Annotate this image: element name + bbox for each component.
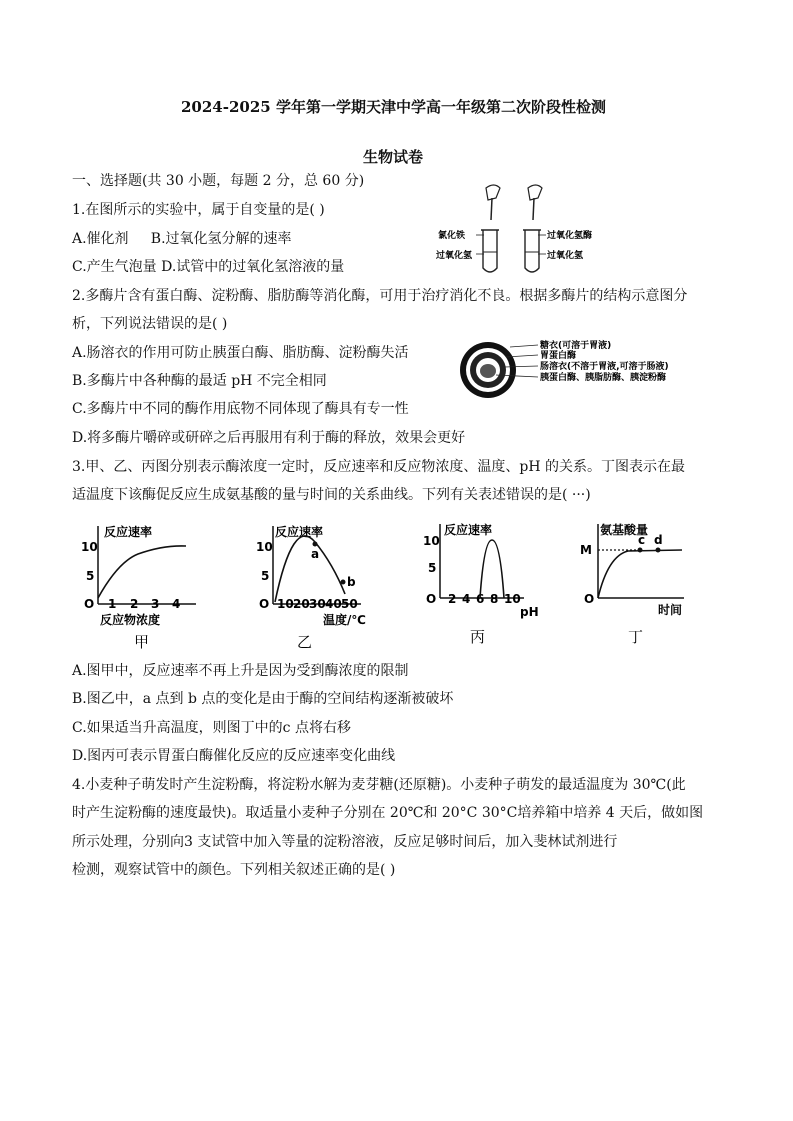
- yi-ytick-10: 10: [256, 540, 273, 554]
- bing-ytick-5: 5: [428, 561, 437, 575]
- q2-tablet-structure-figure: [458, 335, 678, 405]
- q2-option-c: C.多酶片中不同的酶作用底物不同体现了酶具有专一性: [72, 401, 409, 417]
- jia-caption: 甲: [134, 633, 150, 651]
- q1-label-h2o2-left: 过氧化氢: [436, 251, 473, 261]
- q3-graph-jia: [78, 522, 218, 652]
- yi-ytick-5: 5: [261, 569, 270, 583]
- bing-ytick-10: 10: [423, 534, 440, 548]
- yi-xtick-10: 10: [277, 597, 294, 611]
- q1-options-cd: C.产生气泡量 D.试管中的过氧化氢溶液的量: [72, 259, 345, 275]
- bing-curve: [480, 540, 504, 598]
- ding-m-label: M: [580, 543, 592, 557]
- bing-caption: 丙: [470, 628, 486, 646]
- yi-xtick-50: 50: [341, 597, 358, 611]
- q2-label-enteric-coat: 肠溶衣(不溶于胃液,可溶于肠液): [540, 362, 669, 372]
- yi-caption: 乙: [297, 633, 313, 651]
- yi-origin: O: [259, 597, 270, 611]
- section-heading: 一、选择题(共 30 小题，每题 2 分，总 60 分): [72, 173, 365, 189]
- q3-option-b: B.图乙中，a 点到 b 点的变化是由于酶的空间结构逐渐被破坏: [72, 691, 454, 707]
- q3-stem-line2: 适温度下该酶促反应生成氨基酸的量与时间的关系曲线。下列有关表述错误的是( ···): [72, 487, 591, 503]
- q2-label-sugar-coat: 糖衣(可溶于胃液): [540, 341, 612, 351]
- jia-origin: O: [84, 597, 95, 611]
- yi-label-b: b: [347, 575, 356, 589]
- ding-ylabel: 氨基酸量: [600, 523, 649, 537]
- subject-title: 生物试卷: [363, 148, 424, 166]
- ding-caption: 丁: [628, 628, 644, 646]
- jia-xtick-4: 4: [172, 597, 181, 611]
- yi-label-a: a: [311, 547, 320, 561]
- yi-xtick-30: 30: [309, 597, 326, 611]
- exam-title: 2024-2025 学年第一学期天津中学高一年级第二次阶段性检测: [181, 98, 606, 116]
- bing-origin: O: [426, 592, 437, 606]
- yi-point-b: [341, 580, 346, 585]
- q2-stem-line1: 2.多酶片含有蛋白酶、淀粉酶、脂肪酶等消化酶，可用于治疗消化不良。根据多酶片的结构示意图分: [72, 288, 688, 304]
- q1-stem: 1.在图所示的实验中，属于自变量的是( ): [72, 202, 325, 218]
- ding-label-d: d: [654, 533, 663, 547]
- q3-option-c: C.如果适当升高温度，则图丁中的c 点将右移: [72, 720, 351, 736]
- q2-option-d: D.将多酶片嚼碎或研碎之后再服用有利于酶的释放，效果会更好: [72, 430, 466, 446]
- q4-line4: 检测，观察试管中的颜色。下列相关叙述正确的是( ): [72, 862, 396, 878]
- q3-graph-ding: [578, 520, 708, 650]
- bing-xtick-2: 2: [448, 592, 457, 606]
- ding-origin: O: [584, 592, 595, 606]
- q3-option-d: D.图丙可表示胃蛋白酶催化反应的反应速率变化曲线: [72, 748, 396, 764]
- q2-option-a: A.肠溶衣的作用可防止胰蛋白酶、脂肪酶、淀粉酶失活: [72, 345, 409, 361]
- jia-curve: [98, 546, 186, 598]
- q4-line3: 所示处理，分别向3 支试管中加入等量的淀粉溶液，反应足够时间后，加入斐林试剂进行: [72, 834, 618, 850]
- ding-label-c: c: [638, 533, 646, 547]
- bing-xlabel: pH: [520, 605, 539, 619]
- q3-graph-yi: [253, 522, 383, 652]
- q1-label-h2o2-right: 过氧化氢: [547, 251, 584, 261]
- jia-ylabel: 反应速率: [104, 525, 153, 539]
- yi-curve: [275, 536, 345, 602]
- jia-ytick-10: 10: [81, 540, 98, 554]
- yi-xtick-20: 20: [293, 597, 310, 611]
- ding-xlabel: 时间: [658, 603, 683, 617]
- q2-label-pepsin: 胃蛋白酶: [540, 351, 577, 361]
- q3-graph-bing: [420, 520, 550, 650]
- q1-options-ab: A.催化剂 B.过氧化氢分解的速率: [72, 231, 292, 247]
- q4-line1: 4.小麦种子萌发时产生淀粉酶，将淀粉水解为麦芽糖(还原糖)。小麦种子萌发的最适温度为 30℃(此: [72, 777, 686, 793]
- q2-option-b: B.多酶片中各种酶的最适 pH 不完全相同: [72, 373, 327, 389]
- q2-stem-line2: 析，下列说法错误的是( ): [72, 316, 228, 332]
- yi-xtick-40: 40: [325, 597, 342, 611]
- yi-point-a: [313, 542, 318, 547]
- q1-test-tube-figure: [436, 180, 596, 280]
- jia-xtick-1: 1: [108, 597, 117, 611]
- q1-label-catalase: 过氧化氢酶: [547, 231, 593, 241]
- q3-option-a: A.图甲中，反应速率不再上升是因为受到酶浓度的限制: [72, 663, 409, 679]
- bing-ylabel: 反应速率: [444, 523, 493, 537]
- jia-xtick-3: 3: [151, 597, 160, 611]
- jia-xlabel: 反应物浓度: [100, 613, 161, 627]
- bing-xtick-6: 6: [476, 592, 485, 606]
- bing-xtick-10: 10: [504, 592, 521, 606]
- q4-line2: 时产生淀粉酶的速度最快)。取适量小麦种子分别在 20℃和 20°C 30°C培养箱中培养 4 天后，做如图: [72, 805, 704, 821]
- q3-stem-line1: 3.甲、乙、丙图分别表示酶浓度一定时，反应速率和反应物浓度、温度、pH 的关系。丁图表示在最: [72, 459, 685, 475]
- jia-xtick-2: 2: [130, 597, 139, 611]
- jia-ytick-5: 5: [86, 569, 95, 583]
- bing-xtick-4: 4: [462, 592, 471, 606]
- ding-point-d: [656, 548, 661, 553]
- bing-xtick-8: 8: [490, 592, 499, 606]
- ding-point-c: [638, 548, 643, 553]
- yi-xlabel: 温度/℃: [323, 613, 366, 627]
- q1-label-ferric-chloride: 氯化铁: [438, 231, 466, 241]
- yi-ylabel: 反应速率: [275, 525, 324, 539]
- q2-label-pancreatic-enzymes: 胰蛋白酶、胰脂肪酶、胰淀粉酶: [540, 373, 667, 383]
- ding-curve: [598, 550, 682, 598]
